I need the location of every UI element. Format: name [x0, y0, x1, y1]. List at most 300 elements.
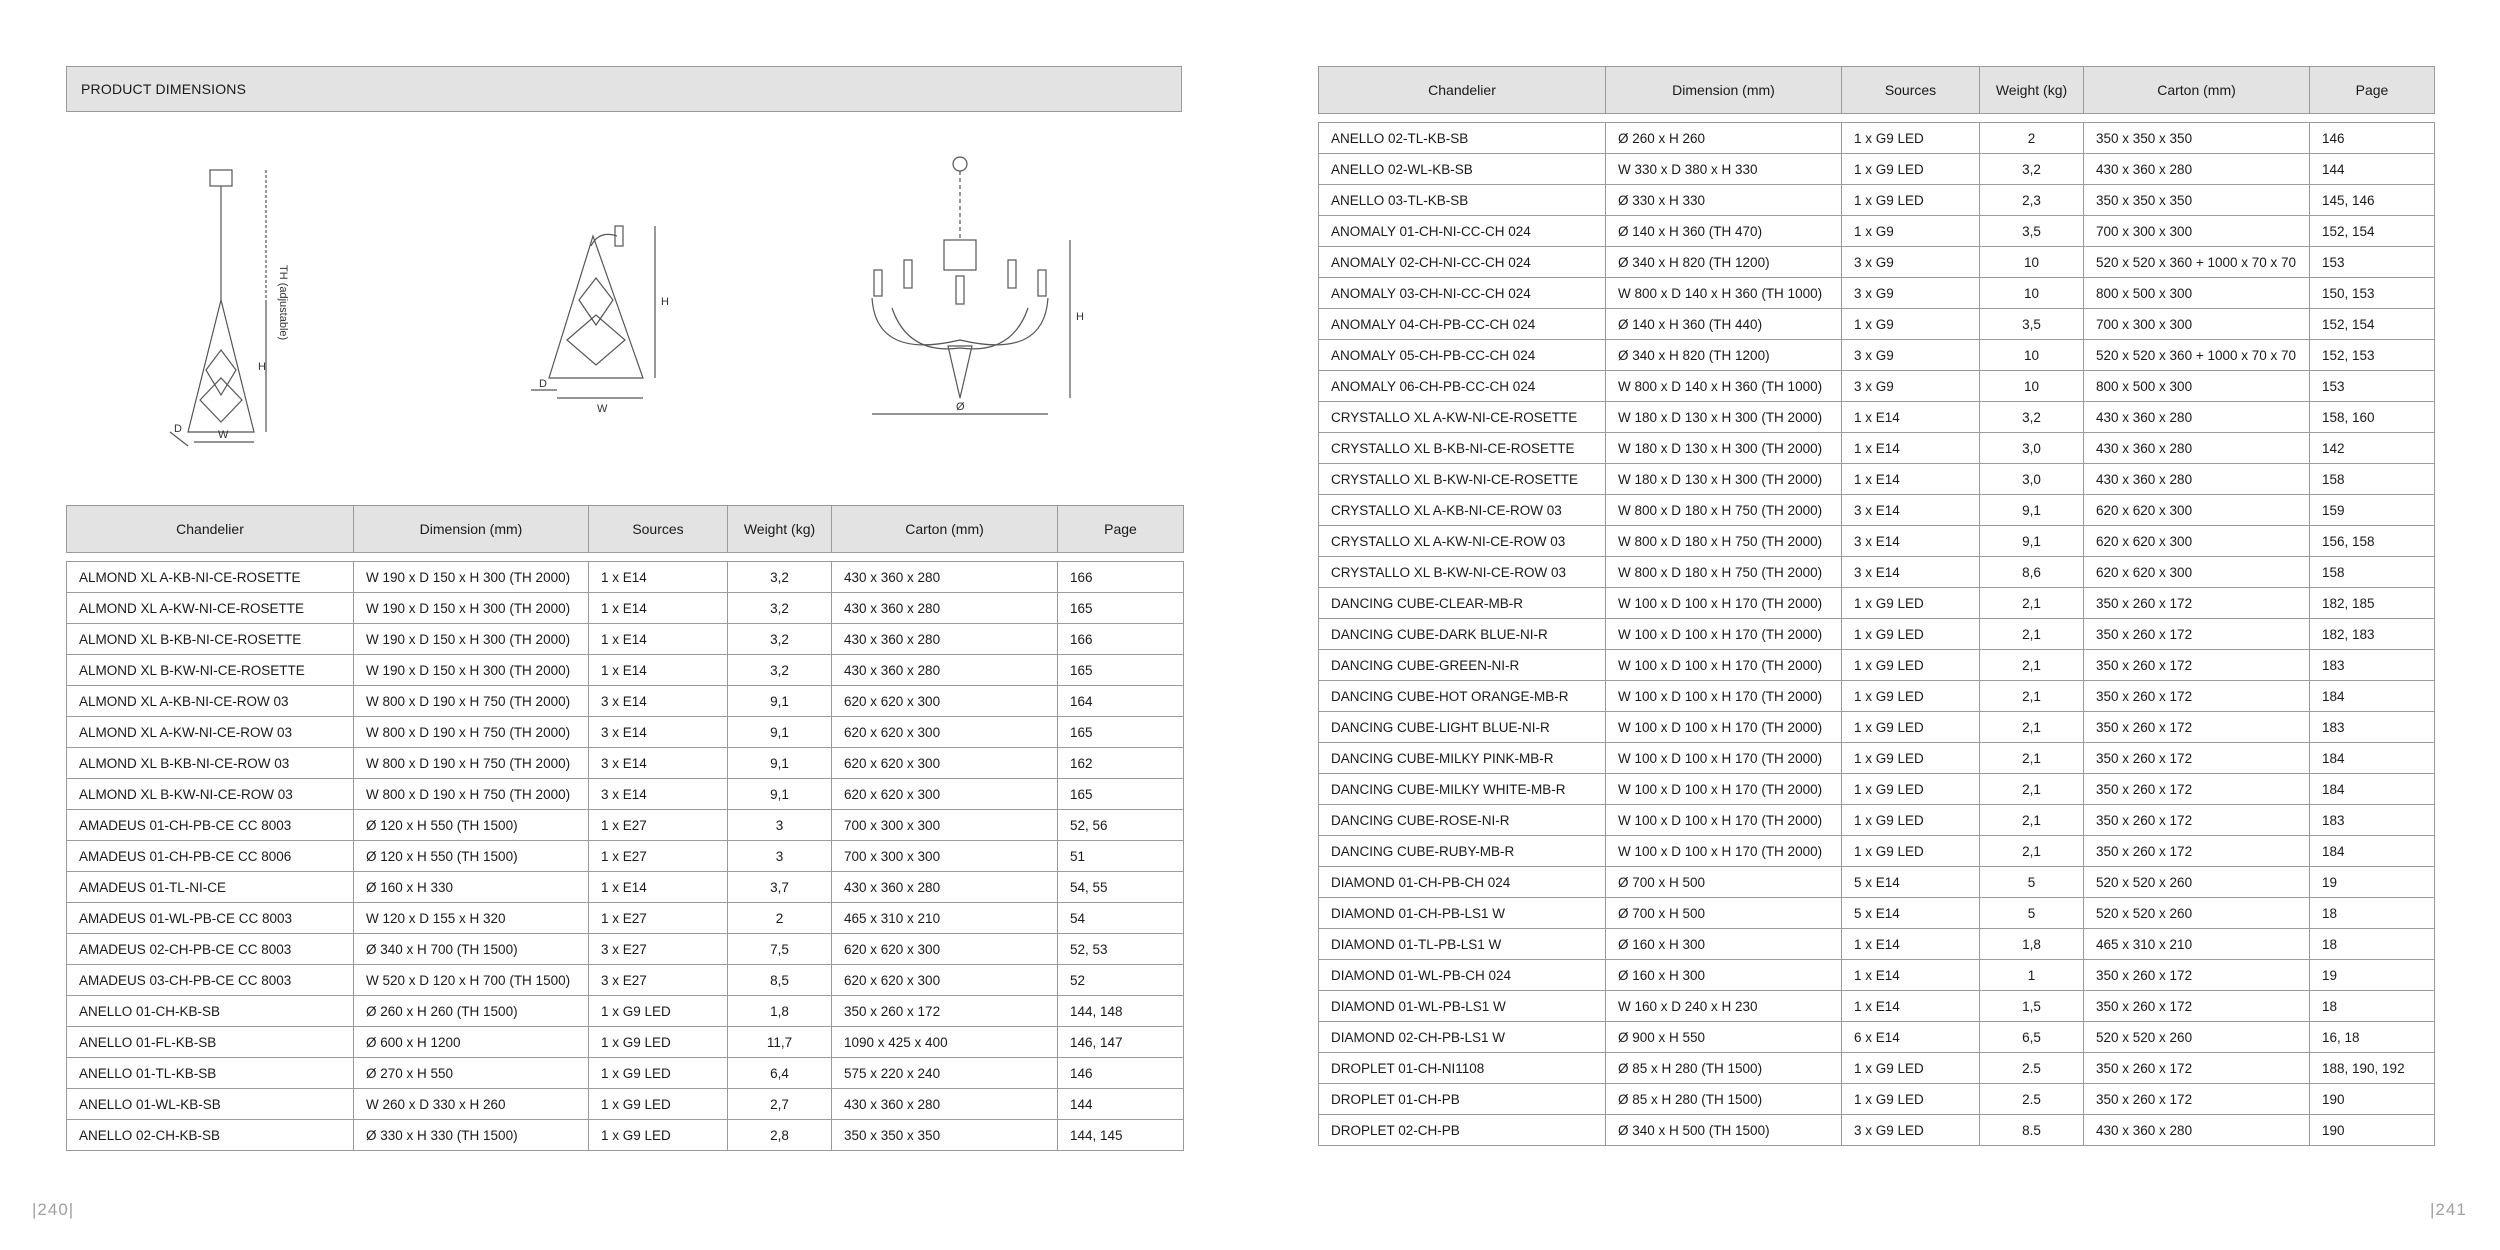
cell-sources: 1 x G9 LED [589, 1058, 728, 1089]
table-row [67, 748, 1184, 779]
cell-sources: 1 x E27 [589, 810, 728, 841]
table-row [1319, 402, 2435, 433]
cell-chandelier: ANELLO 01-FL-KB-SB [67, 1027, 354, 1058]
cell-carton: 430 x 360 x 280 [2084, 154, 2310, 185]
cell-sources: 1 x G9 [1842, 216, 1980, 247]
label-d: D [174, 423, 182, 435]
cell-dimension: W 260 x D 330 x H 260 [354, 1089, 589, 1120]
cell-page: 54 [1058, 903, 1184, 934]
cell-sources: 1 x E27 [589, 841, 728, 872]
cell-weight: 2 [1980, 123, 2084, 154]
cell-chandelier: CRYSTALLO XL A-KB-NI-CE-ROW 03 [1319, 495, 1606, 526]
cell-sources: 1 x G9 LED [1842, 154, 1980, 185]
cell-chandelier: ALMOND XL A-KW-NI-CE-ROSETTE [67, 593, 354, 624]
cell-carton: 350 x 260 x 172 [2084, 805, 2310, 836]
cell-carton: 430 x 360 x 280 [2084, 1115, 2310, 1146]
cell-page: 146 [2310, 123, 2435, 154]
cell-carton: 520 x 520 x 360 + 1000 x 70 x 70 [2084, 247, 2310, 278]
cell-dimension: W 800 x D 190 x H 750 (TH 2000) [354, 748, 589, 779]
header-carton: Carton (mm) [832, 506, 1058, 553]
cell-page: 165 [1058, 593, 1184, 624]
cell-chandelier: DIAMOND 02-CH-PB-LS1 W [1319, 1022, 1606, 1053]
cell-page: 153 [2310, 371, 2435, 402]
crystal-column [944, 240, 976, 270]
table-row [1319, 650, 2435, 681]
table-row [1319, 557, 2435, 588]
table-row [1319, 712, 2435, 743]
cell-page: 190 [2310, 1115, 2435, 1146]
cell-sources: 3 x E14 [589, 748, 728, 779]
cell-weight: 7,5 [728, 934, 832, 965]
cell-page: 52, 53 [1058, 934, 1184, 965]
product-illustrations [66, 150, 1182, 470]
cell-dimension: Ø 700 x H 500 [1606, 898, 1842, 929]
cell-page: 150, 153 [2310, 278, 2435, 309]
cell-chandelier: DANCING CUBE-CLEAR-MB-R [1319, 588, 1606, 619]
cell-dimension: Ø 900 x H 550 [1606, 1022, 1842, 1053]
cell-carton: 520 x 520 x 260 [2084, 1022, 2310, 1053]
cell-chandelier: ANOMALY 01-CH-NI-CC-CH 024 [1319, 216, 1606, 247]
table-row [67, 1058, 1184, 1089]
cell-chandelier: DIAMOND 01-WL-PB-LS1 W [1319, 991, 1606, 1022]
cell-sources: 3 x E27 [589, 965, 728, 996]
cell-sources: 1 x E14 [589, 593, 728, 624]
cell-dimension: W 180 x D 130 x H 300 (TH 2000) [1606, 402, 1842, 433]
table-row [67, 841, 1184, 872]
cell-sources: 1 x G9 LED [1842, 1084, 1980, 1115]
cell-carton: 620 x 620 x 300 [2084, 495, 2310, 526]
cell-dimension: Ø 330 x H 330 (TH 1500) [354, 1120, 589, 1151]
cell-chandelier: DANCING CUBE-HOT ORANGE-MB-R [1319, 681, 1606, 712]
cell-chandelier: CRYSTALLO XL B-KW-NI-CE-ROW 03 [1319, 557, 1606, 588]
cell-page: 158 [2310, 557, 2435, 588]
cell-carton: 350 x 260 x 172 [2084, 619, 2310, 650]
cell-weight: 10 [1980, 340, 2084, 371]
cell-dimension: W 190 x D 150 x H 300 (TH 2000) [354, 655, 589, 686]
cell-page: 152, 153 [2310, 340, 2435, 371]
cell-carton: 800 x 500 x 300 [2084, 371, 2310, 402]
cell-carton: 430 x 360 x 280 [832, 872, 1058, 903]
cell-dimension: W 100 x D 100 x H 170 (TH 2000) [1606, 774, 1842, 805]
chandelier-diagram [856, 150, 1116, 460]
header-weight: Weight (kg) [728, 506, 832, 553]
cell-weight: 2,1 [1980, 774, 2084, 805]
table-row [1319, 433, 2435, 464]
cell-chandelier: ANOMALY 05-CH-PB-CC-CH 024 [1319, 340, 1606, 371]
cell-weight: 2,8 [728, 1120, 832, 1151]
cell-dimension: Ø 120 x H 550 (TH 1500) [354, 841, 589, 872]
cell-carton: 350 x 350 x 350 [2084, 185, 2310, 216]
cell-carton: 430 x 360 x 280 [2084, 464, 2310, 495]
table-row [1319, 991, 2435, 1022]
cell-sources: 5 x E14 [1842, 898, 1980, 929]
page-number-left: |240| [32, 1200, 75, 1219]
cell-carton: 350 x 260 x 172 [2084, 836, 2310, 867]
cell-dimension: W 100 x D 100 x H 170 (TH 2000) [1606, 836, 1842, 867]
cell-dimension: Ø 140 x H 360 (TH 470) [1606, 216, 1842, 247]
header-dimension: Dimension (mm) [354, 506, 589, 553]
cell-dimension: W 120 x D 155 x H 320 [354, 903, 589, 934]
cell-sources: 5 x E14 [1842, 867, 1980, 898]
table-row [67, 1120, 1184, 1151]
cell-carton: 350 x 350 x 350 [2084, 123, 2310, 154]
cell-chandelier: AMADEUS 01-CH-PB-CE CC 8006 [67, 841, 354, 872]
header-sources: Sources [589, 506, 728, 553]
cell-dimension: W 180 x D 130 x H 300 (TH 2000) [1606, 433, 1842, 464]
cell-sources: 1 x E14 [1842, 464, 1980, 495]
cell-carton: 350 x 260 x 172 [2084, 960, 2310, 991]
cell-sources: 1 x G9 LED [1842, 185, 1980, 216]
cell-weight: 2 [728, 903, 832, 934]
cell-dimension: W 800 x D 190 x H 750 (TH 2000) [354, 686, 589, 717]
cell-carton: 620 x 620 x 300 [832, 748, 1058, 779]
cell-sources: 1 x G9 LED [589, 1027, 728, 1058]
lamp-shade [188, 300, 254, 432]
cell-dimension: Ø 330 x H 330 [1606, 185, 1842, 216]
cell-weight: 9,1 [1980, 495, 2084, 526]
cell-chandelier: DIAMOND 01-WL-PB-CH 024 [1319, 960, 1606, 991]
cell-sources: 1 x G9 LED [1842, 774, 1980, 805]
cell-dimension: W 100 x D 100 x H 170 (TH 2000) [1606, 743, 1842, 774]
label-th: TH (adjustable) [277, 265, 289, 341]
table-row [1319, 526, 2435, 557]
cell-dimension: W 330 x D 380 x H 330 [1606, 154, 1842, 185]
cell-weight: 2,7 [728, 1089, 832, 1120]
cell-weight: 3,2 [1980, 402, 2084, 433]
cell-weight: 2,1 [1980, 588, 2084, 619]
cell-dimension: Ø 340 x H 820 (TH 1200) [1606, 247, 1842, 278]
table-row [1319, 278, 2435, 309]
table-row [1319, 154, 2435, 185]
cell-sources: 3 x E14 [1842, 557, 1980, 588]
cell-sources: 1 x G9 LED [1842, 588, 1980, 619]
cell-sources: 3 x G9 [1842, 278, 1980, 309]
cell-weight: 9,1 [728, 686, 832, 717]
cell-sources: 1 x G9 [1842, 309, 1980, 340]
table-row [67, 903, 1184, 934]
cell-dimension: W 800 x D 180 x H 750 (TH 2000) [1606, 495, 1842, 526]
cell-page: 159 [2310, 495, 2435, 526]
pendant-lamp-diagram [156, 150, 376, 460]
table-row [1319, 495, 2435, 526]
cell-chandelier: ALMOND XL A-KW-NI-CE-ROW 03 [67, 717, 354, 748]
cell-sources: 1 x E14 [589, 872, 728, 903]
cell-sources: 1 x G9 LED [1842, 681, 1980, 712]
cell-weight: 1,8 [1980, 929, 2084, 960]
cell-sources: 1 x E14 [589, 562, 728, 593]
cell-page: 165 [1058, 779, 1184, 810]
table-row [1319, 929, 2435, 960]
cell-weight: 10 [1980, 278, 2084, 309]
cell-chandelier: AMADEUS 01-CH-PB-CE CC 8003 [67, 810, 354, 841]
cell-carton: 700 x 300 x 300 [2084, 309, 2310, 340]
cell-carton: 465 x 310 x 210 [832, 903, 1058, 934]
label-diameter: Ø [956, 401, 965, 413]
cell-chandelier: CRYSTALLO XL B-KB-NI-CE-ROSETTE [1319, 433, 1606, 464]
table-row [1319, 371, 2435, 402]
cell-sources: 1 x G9 LED [589, 1089, 728, 1120]
cell-carton: 430 x 360 x 280 [832, 624, 1058, 655]
cell-carton: 620 x 620 x 300 [2084, 557, 2310, 588]
wall-lamp-diagram [521, 150, 741, 460]
cell-chandelier: ANOMALY 03-CH-NI-CC-CH 024 [1319, 278, 1606, 309]
cell-page: 146 [1058, 1058, 1184, 1089]
cell-weight: 9,1 [728, 748, 832, 779]
cell-carton: 350 x 260 x 172 [2084, 650, 2310, 681]
cell-carton: 620 x 620 x 300 [832, 717, 1058, 748]
table-row [67, 996, 1184, 1027]
cell-carton: 620 x 620 x 300 [832, 965, 1058, 996]
section-title [66, 66, 1182, 112]
table-row [1319, 960, 2435, 991]
cell-sources: 3 x E14 [1842, 495, 1980, 526]
table-row [1319, 681, 2435, 712]
cell-dimension: Ø 160 x H 300 [1606, 960, 1842, 991]
cell-dimension: W 160 x D 240 x H 230 [1606, 991, 1842, 1022]
cell-weight: 3,5 [1980, 309, 2084, 340]
cell-page: 144, 148 [1058, 996, 1184, 1027]
cell-dimension: W 100 x D 100 x H 170 (TH 2000) [1606, 712, 1842, 743]
cell-chandelier: DIAMOND 01-CH-PB-CH 024 [1319, 867, 1606, 898]
cell-dimension: Ø 340 x H 500 (TH 1500) [1606, 1115, 1842, 1146]
cell-weight: 2,1 [1980, 650, 2084, 681]
table-row [1319, 836, 2435, 867]
cell-weight: 2,1 [1980, 681, 2084, 712]
table-row [67, 934, 1184, 965]
cell-page: 182, 183 [2310, 619, 2435, 650]
cell-carton: 620 x 620 x 300 [832, 686, 1058, 717]
table-row [1319, 340, 2435, 371]
cell-page: 18 [2310, 929, 2435, 960]
cell-weight: 11,7 [728, 1027, 832, 1058]
table-header-row [1319, 67, 2435, 114]
cell-carton: 620 x 620 x 300 [2084, 526, 2310, 557]
cell-carton: 700 x 300 x 300 [832, 810, 1058, 841]
table-row [67, 624, 1184, 655]
header-page: Page [1058, 506, 1184, 553]
cell-carton: 350 x 260 x 172 [2084, 991, 2310, 1022]
cell-chandelier: ALMOND XL B-KW-NI-CE-ROSETTE [67, 655, 354, 686]
cell-weight: 2,1 [1980, 743, 2084, 774]
cell-carton: 430 x 360 x 280 [2084, 433, 2310, 464]
table-row [1319, 867, 2435, 898]
cell-weight: 6,4 [728, 1058, 832, 1089]
cell-carton: 430 x 360 x 280 [832, 593, 1058, 624]
cell-page: 188, 190, 192 [2310, 1053, 2435, 1084]
cell-dimension: Ø 600 x H 1200 [354, 1027, 589, 1058]
cell-dimension: W 100 x D 100 x H 170 (TH 2000) [1606, 588, 1842, 619]
table-row [1319, 216, 2435, 247]
cell-carton: 700 x 300 x 300 [832, 841, 1058, 872]
cell-page: 18 [2310, 991, 2435, 1022]
cell-carton: 350 x 260 x 172 [2084, 588, 2310, 619]
table-row [1319, 588, 2435, 619]
cell-dimension: W 100 x D 100 x H 170 (TH 2000) [1606, 681, 1842, 712]
cell-sources: 1 x E14 [1842, 991, 1980, 1022]
cell-sources: 1 x G9 LED [1842, 123, 1980, 154]
cell-page: 18 [2310, 898, 2435, 929]
cell-chandelier: ANELLO 01-WL-KB-SB [67, 1089, 354, 1120]
cell-chandelier: AMADEUS 01-TL-NI-CE [67, 872, 354, 903]
cell-chandelier: CRYSTALLO XL A-KW-NI-CE-ROSETTE [1319, 402, 1606, 433]
cell-page: 158, 160 [2310, 402, 2435, 433]
cell-sources: 1 x G9 LED [1842, 712, 1980, 743]
cell-carton: 350 x 260 x 172 [2084, 1053, 2310, 1084]
cell-carton: 350 x 260 x 172 [2084, 1084, 2310, 1115]
cell-carton: 520 x 520 x 360 + 1000 x 70 x 70 [2084, 340, 2310, 371]
cell-page: 52, 56 [1058, 810, 1184, 841]
table-row [1319, 774, 2435, 805]
table-row [67, 1089, 1184, 1120]
cell-page: 183 [2310, 712, 2435, 743]
cell-weight: 9,1 [728, 779, 832, 810]
cell-weight: 5 [1980, 867, 2084, 898]
cell-carton: 430 x 360 x 280 [832, 1089, 1058, 1120]
cell-sources: 3 x G9 [1842, 247, 1980, 278]
cell-page: 19 [2310, 867, 2435, 898]
cell-page: 52 [1058, 965, 1184, 996]
cell-sources: 3 x G9 LED [1842, 1115, 1980, 1146]
cell-chandelier: ANOMALY 06-CH-PB-CC-CH 024 [1319, 371, 1606, 402]
label-w: W [597, 403, 608, 415]
table-row [67, 593, 1184, 624]
table-row [1319, 123, 2435, 154]
cell-chandelier: DIAMOND 01-TL-PB-LS1 W [1319, 929, 1606, 960]
cell-page: 19 [2310, 960, 2435, 991]
table-row [67, 872, 1184, 903]
cell-page: 152, 154 [2310, 309, 2435, 340]
cell-dimension: Ø 160 x H 300 [1606, 929, 1842, 960]
table-row [1319, 898, 2435, 929]
cell-page: 162 [1058, 748, 1184, 779]
cell-page: 183 [2310, 650, 2435, 681]
cell-sources: 3 x E14 [589, 779, 728, 810]
cell-sources: 3 x E14 [589, 717, 728, 748]
cell-page: 51 [1058, 841, 1184, 872]
cell-dimension: Ø 270 x H 550 [354, 1058, 589, 1089]
cell-carton: 520 x 520 x 260 [2084, 898, 2310, 929]
table-row [1319, 185, 2435, 216]
cell-chandelier: DROPLET 01-CH-NI1108 [1319, 1053, 1606, 1084]
cell-page: 145, 146 [2310, 185, 2435, 216]
cell-dimension: W 100 x D 100 x H 170 (TH 2000) [1606, 650, 1842, 681]
cell-page: 166 [1058, 624, 1184, 655]
cell-page: 184 [2310, 681, 2435, 712]
cell-sources: 3 x E27 [589, 934, 728, 965]
cell-weight: 3,0 [1980, 464, 2084, 495]
cell-chandelier: CRYSTALLO XL A-KW-NI-CE-ROW 03 [1319, 526, 1606, 557]
table-row [67, 1027, 1184, 1058]
cell-carton: 430 x 360 x 280 [832, 655, 1058, 686]
table-row [1319, 1084, 2435, 1115]
cell-page: 165 [1058, 717, 1184, 748]
cell-dimension: W 800 x D 140 x H 360 (TH 1000) [1606, 278, 1842, 309]
cell-chandelier: ANELLO 01-CH-KB-SB [67, 996, 354, 1027]
cell-page: 165 [1058, 655, 1184, 686]
cell-sources: 1 x G9 LED [1842, 805, 1980, 836]
cell-chandelier: DANCING CUBE-LIGHT BLUE-NI-R [1319, 712, 1606, 743]
cell-weight: 2.5 [1980, 1053, 2084, 1084]
label-h: H [661, 296, 669, 308]
cell-dimension: W 800 x D 140 x H 360 (TH 1000) [1606, 371, 1842, 402]
cell-weight: 10 [1980, 247, 2084, 278]
cell-chandelier: ANELLO 02-WL-KB-SB [1319, 154, 1606, 185]
cell-dimension: Ø 160 x H 330 [354, 872, 589, 903]
section-title-text: PRODUCT DIMENSIONS [81, 81, 247, 97]
cell-sources: 1 x E14 [1842, 402, 1980, 433]
table-row [67, 965, 1184, 996]
label-w: W [218, 429, 229, 441]
cell-carton: 520 x 520 x 260 [2084, 867, 2310, 898]
cell-sources: 1 x G9 LED [1842, 743, 1980, 774]
cell-weight: 3,2 [728, 655, 832, 686]
cell-page: 158 [2310, 464, 2435, 495]
cell-dimension: Ø 140 x H 360 (TH 440) [1606, 309, 1842, 340]
cell-dimension: W 180 x D 130 x H 300 (TH 2000) [1606, 464, 1842, 495]
cell-dimension: Ø 340 x H 700 (TH 1500) [354, 934, 589, 965]
cell-sources: 3 x E14 [589, 686, 728, 717]
label-d: D [539, 378, 547, 390]
table-header-row [67, 506, 1184, 553]
cell-dimension: W 520 x D 120 x H 700 (TH 1500) [354, 965, 589, 996]
cell-chandelier: ANELLO 01-TL-KB-SB [67, 1058, 354, 1089]
ceiling-rosette [210, 170, 232, 186]
cell-carton: 350 x 260 x 172 [832, 996, 1058, 1027]
cell-page: 144 [1058, 1089, 1184, 1120]
cell-weight: 3,2 [728, 593, 832, 624]
table-row [1319, 619, 2435, 650]
cell-dimension: Ø 700 x H 500 [1606, 867, 1842, 898]
cell-page: 142 [2310, 433, 2435, 464]
cell-page: 144, 145 [1058, 1120, 1184, 1151]
cell-page: 184 [2310, 774, 2435, 805]
cell-chandelier: ALMOND XL A-KB-NI-CE-ROW 03 [67, 686, 354, 717]
cell-page: 153 [2310, 247, 2435, 278]
cell-sources: 3 x E14 [1842, 526, 1980, 557]
cell-weight: 9,1 [728, 717, 832, 748]
cell-weight: 1,8 [728, 996, 832, 1027]
cell-sources: 1 x E14 [1842, 960, 1980, 991]
cell-chandelier: ANOMALY 02-CH-NI-CC-CH 024 [1319, 247, 1606, 278]
table-row [1319, 247, 2435, 278]
cell-weight: 3,2 [728, 624, 832, 655]
cell-chandelier: ANELLO 03-TL-KB-SB [1319, 185, 1606, 216]
cell-dimension: W 800 x D 180 x H 750 (TH 2000) [1606, 526, 1842, 557]
cell-chandelier: ALMOND XL B-KW-NI-CE-ROW 03 [67, 779, 354, 810]
cell-sources: 1 x G9 LED [589, 1120, 728, 1151]
cell-sources: 1 x G9 LED [1842, 650, 1980, 681]
cell-carton: 430 x 360 x 280 [2084, 402, 2310, 433]
cell-chandelier: ALMOND XL B-KB-NI-CE-ROSETTE [67, 624, 354, 655]
cell-chandelier: DANCING CUBE-MILKY PINK-MB-R [1319, 743, 1606, 774]
cell-carton: 800 x 500 x 300 [2084, 278, 2310, 309]
cell-chandelier: ANELLO 02-CH-KB-SB [67, 1120, 354, 1151]
cell-page: 183 [2310, 805, 2435, 836]
cell-dimension: Ø 120 x H 550 (TH 1500) [354, 810, 589, 841]
cell-chandelier: DROPLET 02-CH-PB [1319, 1115, 1606, 1146]
pendant-drop [948, 346, 972, 398]
cell-carton: 350 x 260 x 172 [2084, 681, 2310, 712]
label-h: H [1076, 311, 1084, 323]
cell-weight: 3,0 [1980, 433, 2084, 464]
cell-weight: 3,7 [728, 872, 832, 903]
cell-carton: 350 x 350 x 350 [832, 1120, 1058, 1151]
cell-dimension: W 190 x D 150 x H 300 (TH 2000) [354, 593, 589, 624]
cell-weight: 2,1 [1980, 712, 2084, 743]
cell-dimension: Ø 340 x H 820 (TH 1200) [1606, 340, 1842, 371]
cell-carton: 620 x 620 x 300 [832, 934, 1058, 965]
table-row [1319, 309, 2435, 340]
